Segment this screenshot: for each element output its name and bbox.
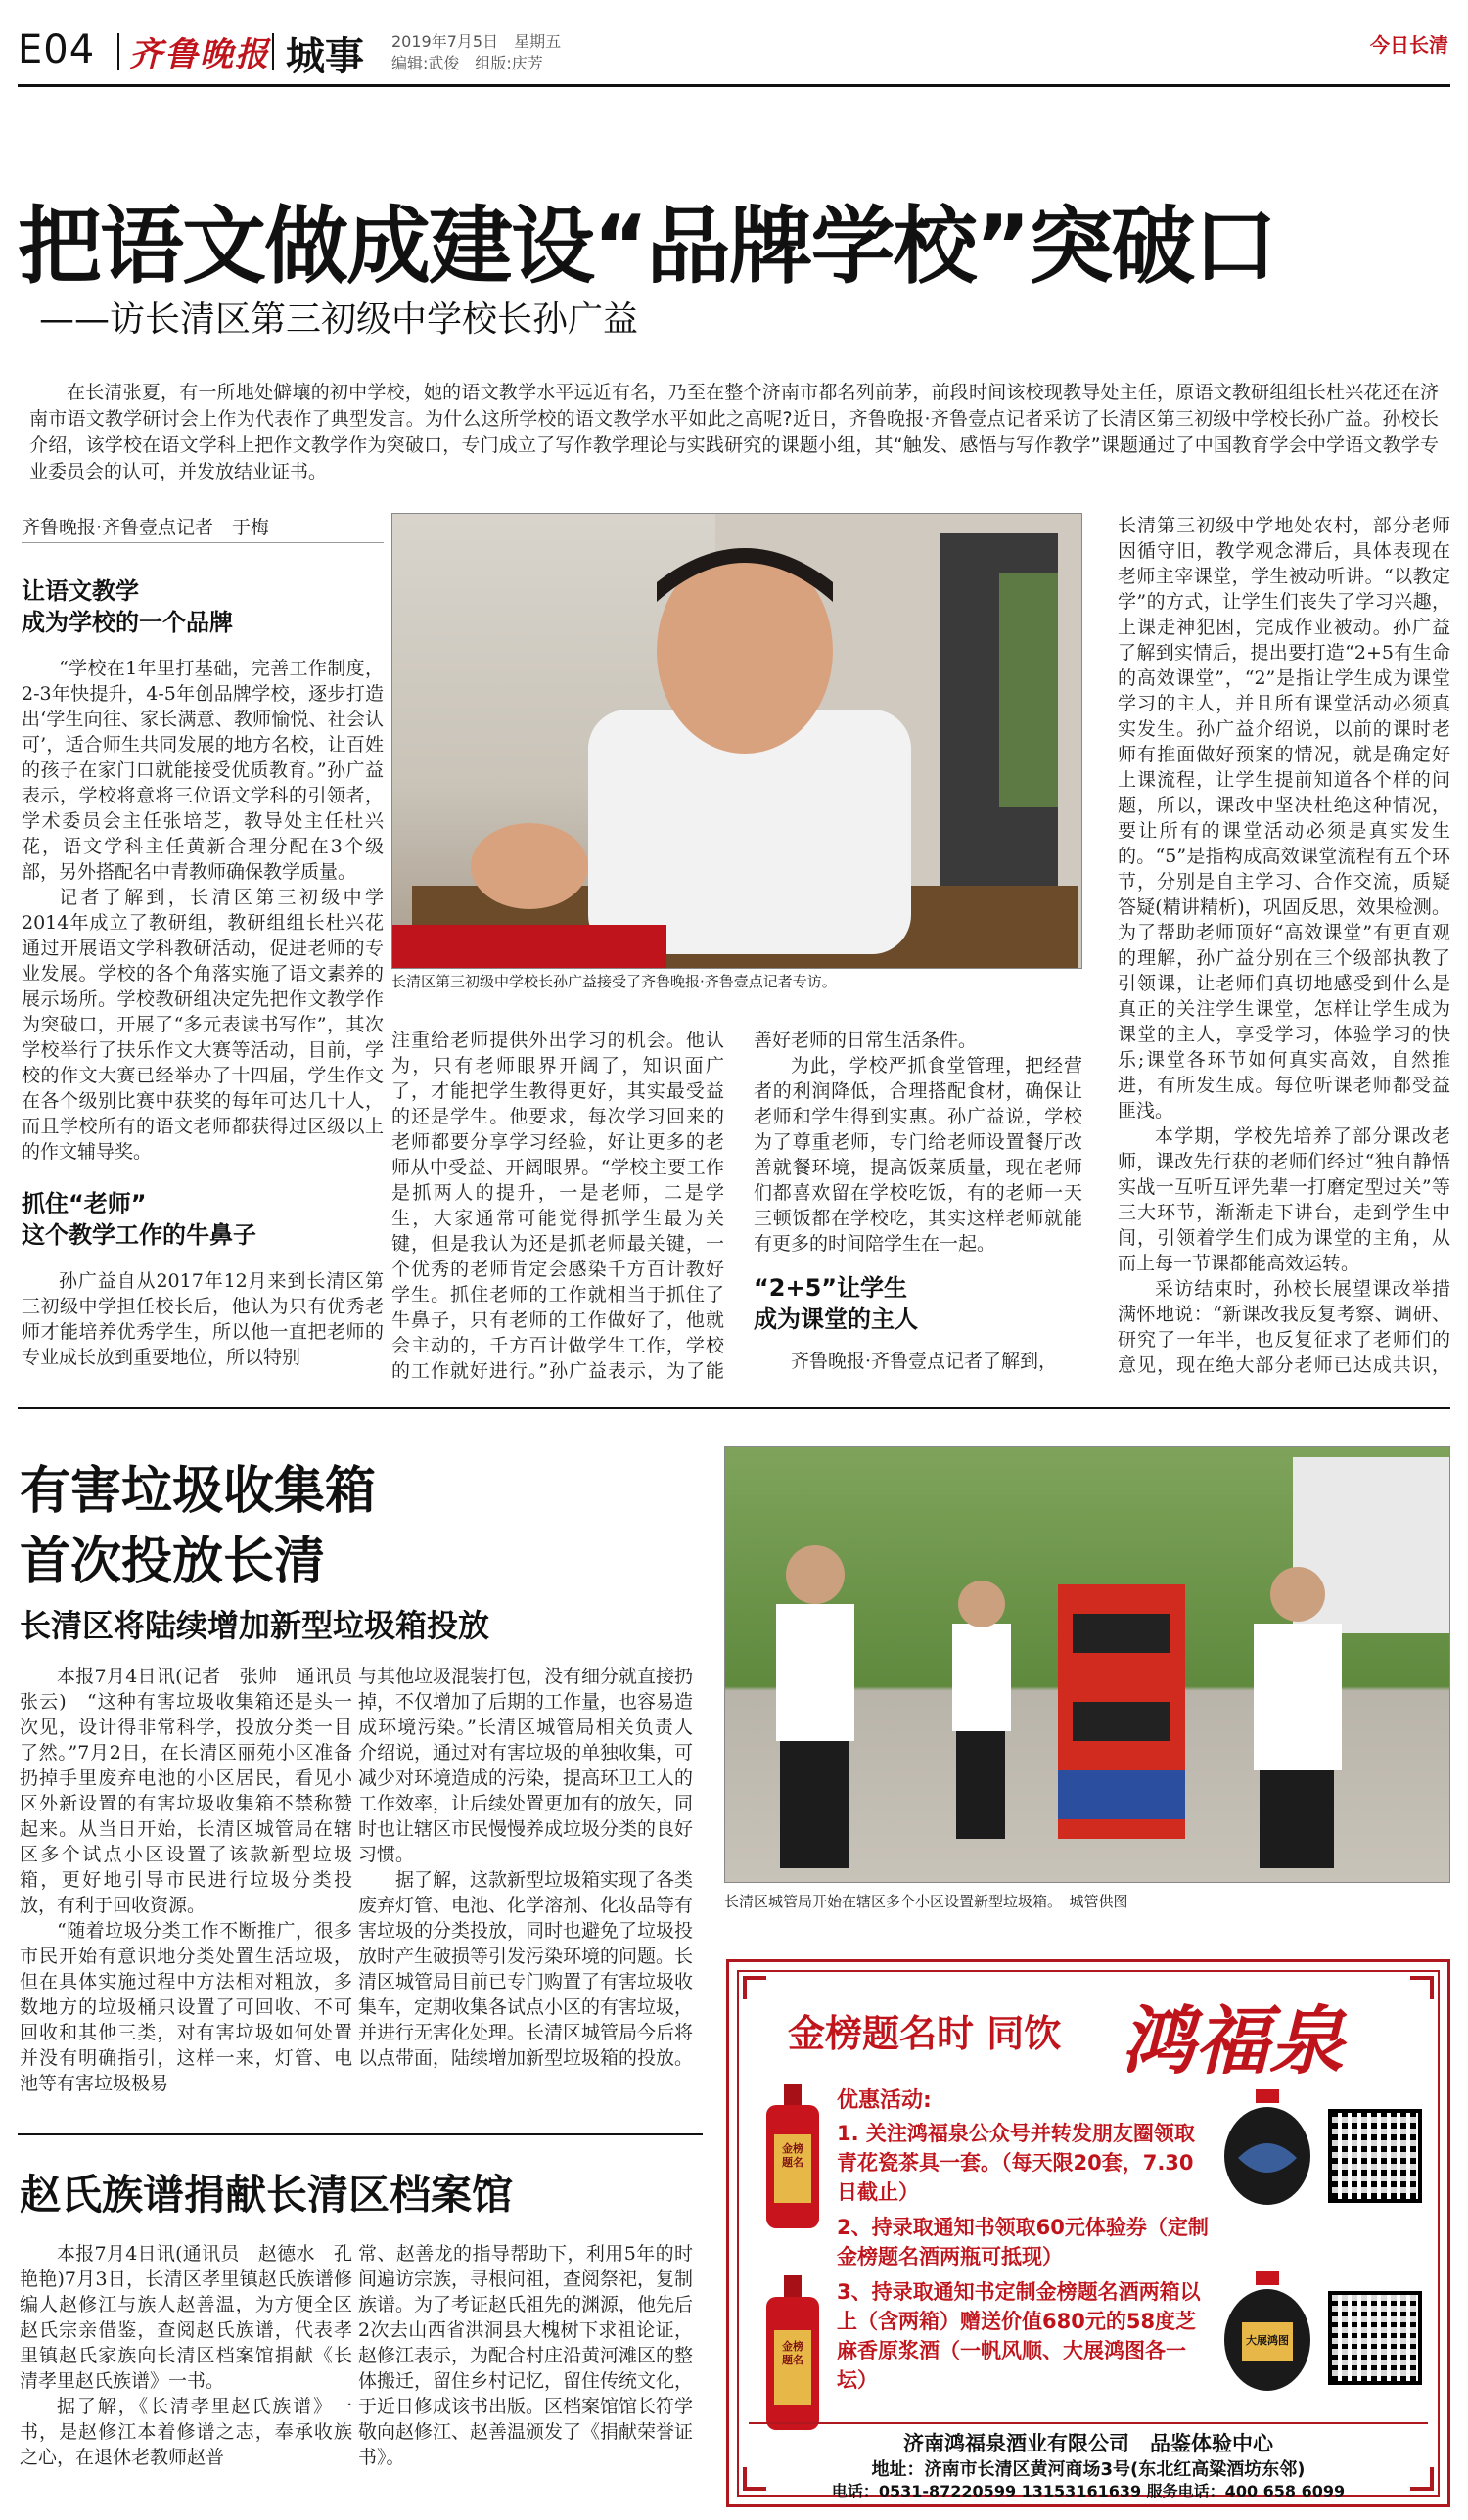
article2-colB (358, 1664, 693, 2223)
article1-col4 (1118, 513, 1450, 1380)
col4-para-a: 长清第三初级中学地处农村，部分老师因循守旧，教学观念滞后，具体表现在老师主宰课堂，学生被动听讲。“以教定学”的方式，让学生们丧失了学习兴趣，上课走神犯困，完成作业被动。孙广益了解到实情后，提出要打造“2+5有生命的高效课堂”，“2”是指让学生成为课堂学习的主人，并且所有课堂活动必须真实发生。孙广益介绍说，以前的课时老师有推面做好预案的情况，就是确定好上课流程，让学生提前知道各个样的问题，所以，课改中坚决杜绝这种情况，要让所有的课堂活动必须是真实发生的。“5”是指构成高效课堂流程有五个环节，分别是自主学习、合作交流，质疑答疑(精讲精析)，巩固反思，效果检测。为了帮助老师顶好“高效课堂”有更直观的理解，孙广益分别在三个级部执教了引领课，让老师们真切地感受到什么是真正的关注学生课堂，怎样让学生成为课堂的主人，享受学习，体验学习的快乐;课堂各环节如何真实高效，自然推进，有所发生成。每位听课老师都受益匪浅。 (1118, 515, 1450, 1122)
ad-phone: 电话：0531-87220599 13153161639 服务电话：400 658 6099 (831, 2482, 1346, 2500)
article1-col2 (391, 1028, 724, 1380)
trash-bin-photo-caption: 长清区城管局开始在辖区多个小区设置新型垃圾箱。 城管供图 (724, 1893, 1128, 1910)
col3-para-c: 齐鲁晚报·齐鲁壹点记者了解到， (791, 1351, 1058, 1372)
article3-title: 赵氏族谱捐献长清区档案馆 (20, 2171, 514, 2219)
ad-footer-rule (749, 2422, 1428, 2424)
article3-colA-para-1: 本报7月4日讯(通讯员 赵德水 孔艳艳)7月3日，长清区孝里镇赵氏族谱修编人赵修江与族人赵善温，为方便全区赵氏宗亲借鉴，查阅赵氏族谱，代表孝里镇赵氏家族向长清区档案馆捐献《长清孝里赵氏族谱》一书。 (20, 2243, 352, 2392)
bottle-left-bottom-label: 金榜题名 (782, 2340, 803, 2366)
issue-date: 2019年7月5日 星期五 (391, 32, 562, 51)
article3-colB-para: 常、赵善龙的指导帮助下，利用5年的时间遍访宗族，寻根问祖，查阅祭祀，复制族谱。为了考证赵氏祖先的渊源，他先后2次去山西省洪洞县大槐树下求祖论证，赵修江表示，为配合村庄沿黄河滩区的整体搬迁，留住乡村记忆，留住传统文化，于近日修成该书出版。区档案馆馆长符学敬向赵修江、赵善温颁发了《捐献荣誉证书》。 (358, 2243, 693, 2468)
bottle-left-top (758, 2084, 827, 2230)
article1-col1c (22, 1268, 384, 1378)
article1-col3c (754, 1349, 1082, 1378)
ad-headline: 金榜题名时 同饮 (788, 2011, 1062, 2055)
article2-subtitle: 长清区将陆续增加新型垃圾箱投放 (20, 1607, 490, 1644)
bottle-left-bottom (758, 2275, 827, 2432)
bottle-left-top-label: 金榜题名 (782, 2142, 803, 2169)
article1-bottom-rule (18, 1407, 1450, 1409)
section-title: 城事 (286, 34, 364, 79)
trash-bin-photo (724, 1446, 1450, 1883)
interview-photo (391, 513, 1082, 969)
column-name: 今日长清 (1370, 33, 1448, 57)
article2-title: 有害垃圾收集箱 首次投放长清 (20, 1462, 377, 1591)
ad-corner-tr (1410, 1976, 1434, 1999)
col1-para-b: 记者了解到，长清区第三初级中学2014年成立了教研组，教研组组长杜兴花通过开展语文学科教研活动，促进老师的专业发展。学校的各个角落实施了语文素养的展示场所。学校教研组决定先把作文教学作为突破口，开展了“多元表读书写作”，其次学校举行了扶乐作文大赛等活动，目前，学校的作文大赛已经举办了十四届，学生作文在各个级别比赛中获奖的每年可达几十人，而且学校所有的语文老师都获得过区级以上的作文辅导奖。 (22, 887, 384, 1163)
article3-colB (358, 2241, 693, 2505)
col4-para-b: 本学期，学校先培养了部分课改老师，课改先行获的老师们经过“独自静悟实战一互听互评先辈一打磨定型过关”等三大环节，渐渐走下讲台，走到学生中间，引领着学生们成为课堂的主角，从而上每一节课都能高效运转。 (1118, 1125, 1450, 1274)
promo-item-1: 1. 关注鸿福泉公众号并转发朋友圈领取青花瓷茶具一套。（每天限20套，7.30日截止） (837, 2122, 1195, 2204)
article2-bottom-rule (18, 2133, 703, 2135)
jar-top-art (1218, 2089, 1316, 2207)
article2-colB-para-2: 据了解，这款新型垃圾箱实现了各类废弃灯管、电池、化学溶剂、化妆品等有害垃圾的分类投放，同时也避免了垃圾投放时产生破损等引发污染环境的问题。长清区城管局目前已专门购置了有害垃圾收集车，定期收集各试点小区的有害垃圾，并进行无害化处理。长清区城管局今后将以点带面，陆续增加新型垃圾箱的投放。 (358, 1869, 693, 2069)
article1-subtitle: ——访长清区第三初级中学校长孙广益 (39, 299, 639, 340)
article1-lead: 在长清张夏，有一所地处僻壤的初中学校，她的语文教学水平远近有名，乃至在整个济南市都名列前茅，前段时间该校现教导处主任，原语文教研组组长杜兴花还在济南市语文教学研讨会上作为代表作了典型发言。为什么这所学校的语文教学水平如此之高呢?近日，齐鲁晚报·齐鲁壹点记者采访了长清区第三初级中学校长孙广益。孙校长介绍，该学校在语文学科上把作文教学作为突破口，专门成立了写作教学理论与实践研究的课题小组，其“触发、感悟与写作教学”课题通过了中国教育学会中学语文教学专业委员会的认可，并发放结业证书。 (29, 382, 1439, 482)
subhead-teacher: 抓住“老师” 这个教学工作的牛鼻子 (22, 1190, 256, 1249)
article3-colA-para-2: 据了解，《长清孝里赵氏族谱》一书，是赵修江本着修谱之志，奉承收族之心，在退休老教师赵普 (20, 2396, 352, 2468)
ad-company: 济南鸿福泉酒业有限公司 品鉴体验中心 (903, 2432, 1273, 2455)
page-number: E04 (18, 27, 96, 72)
article1-col3 (754, 1028, 1082, 1262)
qr-code-bottom (1328, 2291, 1422, 2385)
ad-frame (726, 1959, 1450, 2507)
article2-colB-para-1: 与其他垃圾混装打包，没有细分就直接扔掉，不仅增加了后期的工作量，也容易造成环境污染。”长清区城管局相关负责人介绍说，通过对有害垃圾的单独收集，可减少对环境造成的污染，提高环卫工人的工作效率，让后续处置更加有的放矢，同时也让辖区市民慢慢养成垃圾分类的良好习惯。 (358, 1666, 693, 1865)
col3-para-a: 善好老师的日常生活条件。 (754, 1030, 978, 1051)
col4-para-c: 采访结束时，孙校长展望课改举措满怀地说：“新课改我反复考察、调研、研究了一年半，也反复征求了老师们的意见，现在绝大部分老师已达成共识， (1118, 1278, 1450, 1376)
article1-byline: 齐鲁晚报·齐鲁壹点记者 于梅 (22, 517, 270, 538)
qr-code-top-mask (1332, 2113, 1418, 2199)
promo-item-3: 3、持录取通知书定制金榜题名酒两箱以上（含两箱）赠送价值680元的58度芝麻香原浆酒（一帆风顺、大展鸿图各一坛） (837, 2280, 1201, 2392)
header-divider-2 (272, 33, 274, 70)
ad-address: 地址：济南市长清区黄河商场3号(东北红高粱酒坊东邻) (871, 2459, 1306, 2480)
subhead-2plus5: “2+5”让学生 成为课堂的主人 (754, 1274, 918, 1333)
article1-col1 (22, 656, 384, 1168)
article2-colA-para-1: 本报7月4日讯(记者 张帅 通讯员 张云) “这种有害垃圾收集箱还是头一次见，设计得非常科学，投放分类一目了然。”7月2日，在长清区丽苑小区准备扔掉手里废弃电池的小区居民，看见小区外新设置的有害垃圾收集箱不禁称赞起来。从当日开始，长清区城管局在辖区多个试点小区设置了该款新型垃圾箱，更好地引导市民进行垃圾分类投放，有利于回收资源。 (20, 1666, 352, 1916)
article2-colA-para-2: “随着垃圾分类工作不断推广，很多市民开始有意识地分类处置生活垃圾，但在具体实施过程中方法相对粗放，多数地方的垃圾桶只设置了可回收、不可回收和其他三类，对有害垃圾如何处置并没有明确指引，这样一来，灯管、电池等有害垃圾极易 (20, 1920, 352, 2094)
col1-para-a: “学校在1年里打基础，完善工作制度，2-3年快提升，4-5年创品牌学校，逐步打造出‘学生向往、家长满意、教师愉悦、社会认可’，适合师生共同发展的地方名校，让百姓的孩子在家门口就能接受优质教育。”孙广益表示，学校将意将三位语文学科的引领者，学术委员会主任张培芝，教导处主任杜兴花，语文学科主任黄新合理分配在3个级部，另外搭配名中青教师确保教学质量。 (22, 658, 384, 883)
editors-line: 编辑:武俊 组版:庆芳 (391, 54, 543, 72)
byline-rule (22, 542, 384, 543)
jar-bottom-label: 大展鸿图 (1246, 2334, 1289, 2347)
qr-code-bottom-mask (1332, 2295, 1418, 2381)
promo-title: 优惠活动: (837, 2088, 932, 2113)
article2-colA (20, 1664, 352, 2223)
interview-photo-art (392, 514, 1082, 969)
article1-title: 把语文做成建设“品牌学校”突破口 (18, 198, 1276, 296)
header-divider-1 (117, 33, 119, 70)
jar-bottom (1218, 2271, 1316, 2393)
ad-corner-tl (743, 1976, 766, 1999)
subhead-brand: 让语文教学 成为学校的一个品牌 (22, 577, 233, 636)
col1-para-c: 孙广益自从2017年12月来到长清区第三初级中学担任校长后，他认为只有优秀老师才能培养优秀学生，所以他一直把老师的专业成长放到重要地位，所以特别 (22, 1270, 384, 1368)
col3-para-b: 为此，学校严抓食堂管理，把经营者的利润降低，合理搭配食材，确保让老师和学生得到实惠。孙广益说，学校为了尊重老师，专门给老师设置餐厅改善就餐环境，提高饭菜质量，现在老师们都喜欢留在学校吃饭，有的老师一天三顿饭都在学校吃，其实这样老师就能有更多的时间陪学生在一起。 (754, 1055, 1082, 1255)
ad-brand: 鸿福泉 (1121, 1997, 1344, 2085)
header-rule (18, 84, 1450, 87)
jar-top (1218, 2089, 1316, 2207)
promo-item-2: 2、持录取通知书领取60元体验券（定制金榜题名酒两瓶可抵现） (837, 2216, 1209, 2268)
interview-photo-caption: 长清区第三初级中学校长孙广益接受了齐鲁晚报·齐鲁壹点记者专访。 (391, 973, 837, 990)
qr-code-top (1328, 2109, 1422, 2203)
article3-colA (20, 2241, 352, 2505)
paper-logo: 齐鲁晚报 (129, 35, 270, 74)
col2-para: 注重给老师提供外出学习的机会。他认为，只有老师眼界开阔了，知识面广了，才能把学生教得更好，其实最受益的还是学生。他要求，每次学习回来的老师都要分享学习经验，好让更多的老师从中受益、开阔眼界。“学校主要工作是抓两人的提升，一是老师，二是学生，大家通常可能觉得抓学生最为关键，但是我认为还是抓老师最关键，一个优秀的老师肯定会感染千方百计教好学生。抓住老师的工作就相当于抓住了牛鼻子，只有老师的工作做好了，他就会主动的，千方百计做学生工作，学校的工作就好进行。”孙广益表示，为了能 (391, 1030, 724, 1380)
trash-bin-photo-art (725, 1447, 1450, 1883)
